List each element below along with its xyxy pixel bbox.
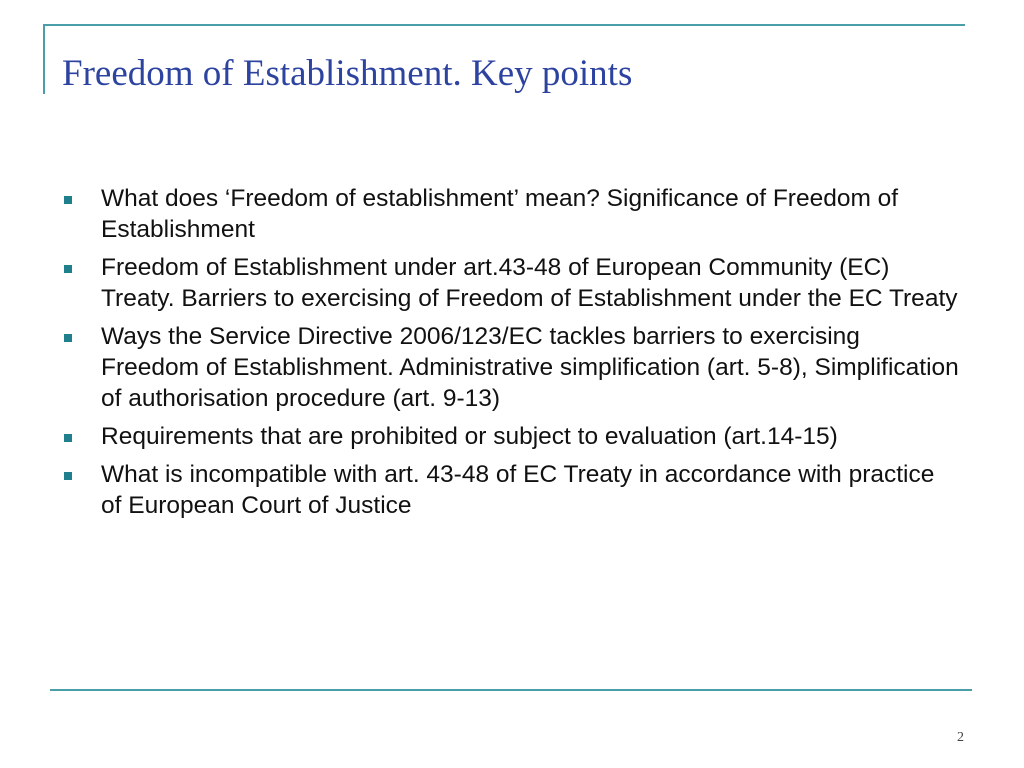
bullet-item — [60, 183, 960, 245]
slide-title: Freedom of Establishment. Key points — [62, 53, 633, 94]
square-bullet-icon — [64, 196, 72, 204]
square-bullet-icon — [64, 434, 72, 442]
bullet-text: Ways the Service Directive 2006/123/EC tackles barriers to exercising Freedom of Establishment. Administrative simplification (art. 5-8), Simplification of authorisation procedure (art. 9-13) — [101, 323, 959, 412]
bullet-list — [60, 183, 960, 528]
bullet-item — [60, 252, 960, 314]
bullet-text: Freedom of Establishment under art.43-48 of European Community (EC) Treaty. Barriers to exercising of Freedom of Establishment under the EC Treaty — [101, 254, 958, 312]
bullet-item — [60, 321, 960, 414]
bullet-text: What is incompatible with art. 43-48 of EC Treaty in accordance with practice of European Court of Justice — [101, 461, 935, 519]
bullet-text: Requirements that are prohibited or subject to evaluation (art.14-15) — [101, 423, 838, 450]
square-bullet-icon — [64, 334, 72, 342]
square-bullet-icon — [64, 472, 72, 480]
square-bullet-icon — [64, 265, 72, 273]
page-number: 2 — [957, 730, 964, 745]
bullet-item — [60, 421, 960, 452]
bullet-item — [60, 459, 960, 521]
bullet-text: What does ‘Freedom of establishment’ mean? Significance of Freedom of Establishment — [101, 185, 899, 243]
left-frame-line — [43, 24, 45, 94]
bottom-divider — [50, 689, 972, 691]
top-frame-line — [43, 24, 965, 26]
